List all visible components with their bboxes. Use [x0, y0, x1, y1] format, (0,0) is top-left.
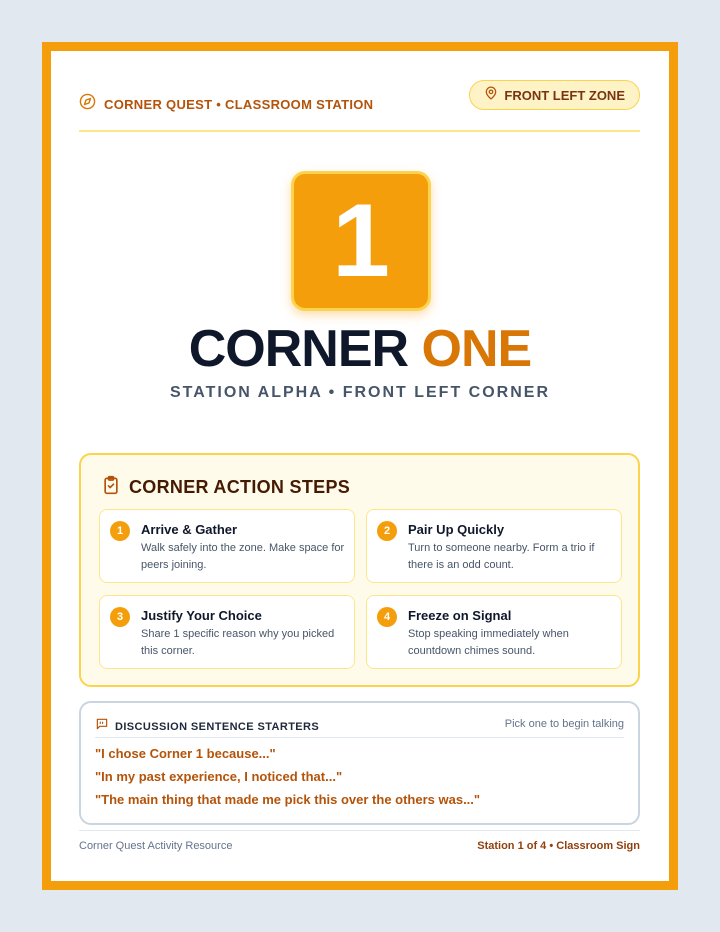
zone-label: FRONT LEFT ZONE: [504, 87, 625, 103]
step-card: [99, 509, 355, 583]
title-word-corner: CORNER: [188, 320, 409, 378]
station-number-badge: [291, 171, 431, 311]
sign-page: [51, 51, 669, 881]
header: [79, 80, 640, 132]
sentence-starters-header: [95, 717, 624, 738]
step-card: [99, 595, 355, 669]
zone-badge: [469, 80, 640, 110]
starter-quote: "The main thing that made me pick this over the others was...": [95, 792, 481, 807]
page-subtitle: STATION ALPHA • FRONT LEFT CORNER: [169, 384, 551, 401]
clipboard-check-icon: [101, 475, 121, 500]
page-title: [51, 320, 669, 378]
step-title: Freeze on Signal: [408, 608, 512, 623]
sentence-starters-panel: [79, 701, 640, 825]
step-title: Justify Your Choice: [141, 608, 262, 623]
step-title: Pair Up Quickly: [408, 522, 505, 537]
footer-resource-label: Corner Quest Activity Resource: [79, 840, 233, 852]
footer-station-label: Station 1 of 4 • Classroom Sign: [477, 840, 640, 852]
step-description: Walk safely into the zone. Make space for peers joining.: [141, 542, 345, 571]
title-word-one: ONE: [421, 320, 532, 378]
step-number: 3: [110, 607, 130, 627]
action-steps-heading: CORNER ACTION STEPS: [129, 477, 351, 497]
step-number: 4: [377, 607, 397, 627]
step-number: 1: [110, 521, 130, 541]
step-description: Stop speaking immediately when countdown chimes sound.: [408, 628, 569, 657]
footer: [79, 830, 640, 861]
step-description: Turn to someone nearby. Form a trio if there is an odd count.: [408, 542, 595, 571]
step-title: Arrive & Gather: [141, 522, 238, 537]
sentence-starters-heading: DISCUSSION SENTENCE STARTERS: [115, 720, 320, 733]
starter-quote: "I chose Corner 1 because...": [95, 746, 276, 761]
header-label: CORNER QUEST • CLASSROOM STATION: [104, 96, 374, 112]
header-label-group: [79, 93, 373, 115]
sentence-starters-heading-group: [95, 717, 319, 736]
starter-quote: "In my past experience, I noticed that...": [95, 769, 343, 784]
sentence-starters-hint: Pick one to begin talking: [504, 718, 624, 730]
step-number: 2: [377, 521, 397, 541]
step-description: Share 1 specific reason why you picked this corner.: [141, 628, 335, 657]
action-steps-panel: [79, 453, 640, 687]
sign-frame: [42, 42, 678, 890]
quote-bubble-icon: [95, 717, 109, 736]
action-steps-heading-group: [101, 475, 350, 500]
step-card: [366, 595, 622, 669]
step-card: [366, 509, 622, 583]
station-number: 1: [332, 183, 390, 299]
map-pin-icon: [484, 86, 498, 105]
compass-icon: [79, 93, 96, 115]
